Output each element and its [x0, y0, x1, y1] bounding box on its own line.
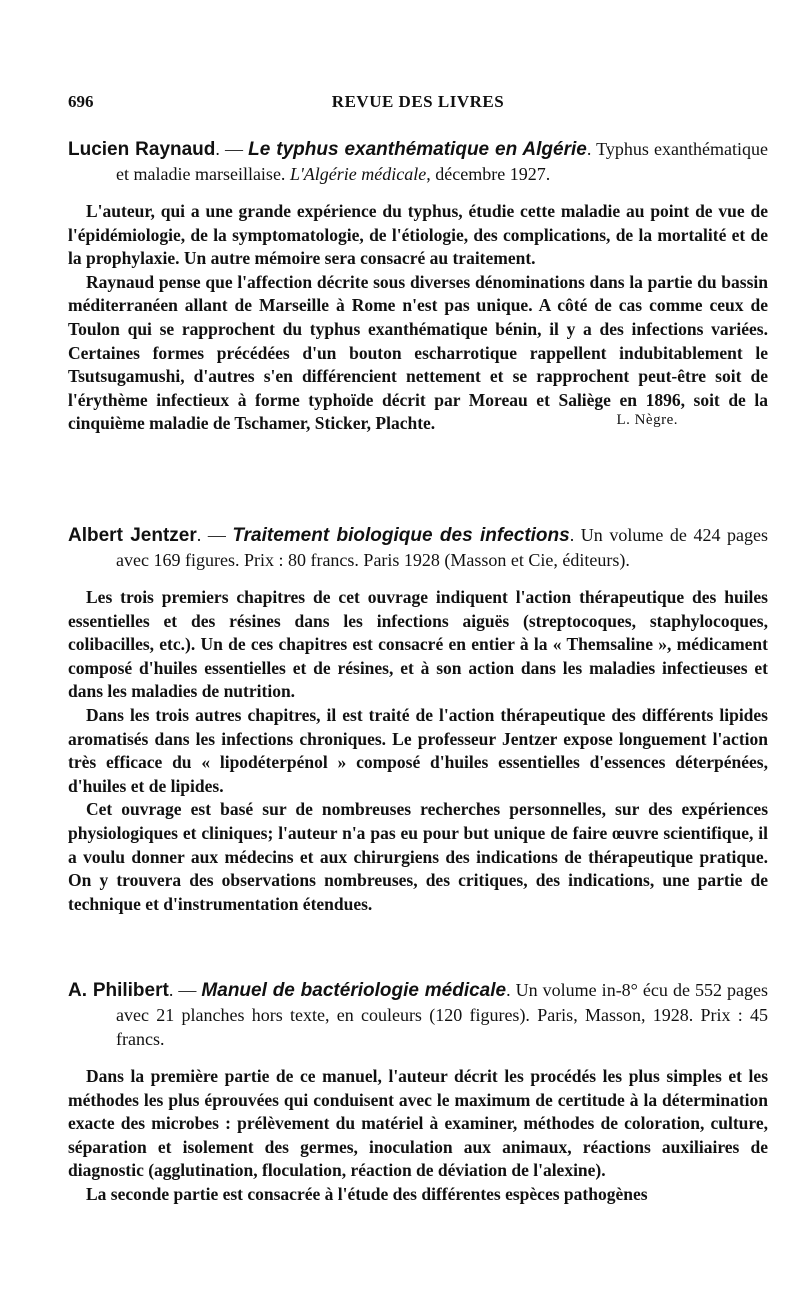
review-reference [68, 137, 768, 186]
review-paragraph: Cet ouvrage est basé sur de nombreuses recherches personnelles, sur des expériences physiologiques et cliniques; l'auteur n'a pas eu pour but unique de faire œuvre scientifique, il a voulu donner aux médecins et aux chirurgiens des indications de thérapeutique pratique. On y trouvera des observations nombreuses, des critiques, des indications, une partie de technique et d'instrumentation étendues. [68, 799, 768, 914]
title-separator: . — [215, 139, 249, 159]
review-title: Traitement biologique des infections [232, 525, 570, 546]
page-number: 696 [68, 92, 94, 111]
review-paragraph: Raynaud pense que l'affection décrite sous diverses dénominations dans la partie du bassin méditerranéen allant de Marseille à Rome n'est pas unique. A côté de cas comme ceux de Toulon qui se rapprochent du typhus exanthématique bénin, il y a des infections variées. Certaines formes précédées d'un bouton escharrotique rappellent indubitablement le Tsutsugamushi, d'autres s'en différencient nettement et se rapprochent peut-être soit de l'érythème infectieux à forme typhoïde décrit par Moreau et Saliège en 1896, soit de la cinquième maladie de Tschamer, Sticker, Plachte. [68, 271, 768, 434]
journal-name: L'Algérie médicale [289, 164, 427, 184]
review-author: Albert Jentzer [68, 525, 197, 546]
publication-details: . Un volume de 424 pages avec 169 figures. Prix : 80 francs. Paris 1928 (Masson et Cie, éditeurs). [116, 525, 768, 570]
review-paragraph: Les trois premiers chapitres de cet ouvrage indiquent l'action thérapeutique des huiles essentielles et des résines dans les infections aiguës (streptocoques, staphylocoques, colibacilles, etc.). Un de ces chapitres est consacré en entier à la « Themsaline », médicament composé d'huiles essentielles et de résines, et à son action dans les maladies infectieuses et dans les maladies de nutrition. [68, 587, 768, 702]
review-raynaud [68, 137, 768, 434]
review-paragraph: L'auteur, qui a une grande expérience du typhus, étudie cette maladie au point de vue de l'épidémiologie, de la symptomatologie, de l'étiologie, des complications, de la mortalité et de la prophylaxie. Un autre mémoire sera consacré au traitement. [68, 201, 768, 269]
review-philibert [68, 978, 768, 1207]
review-body [68, 1065, 768, 1207]
publication-date: , décembre 1927. [426, 164, 551, 184]
review-paragraph: Dans la première partie de ce manuel, l'auteur décrit les procédés les plus simples et les méthodes les plus éprouvées qui conduisent avec le maximum de certitude à la détermination exacte des microbes : prélèvement du matériel à examiner, méthodes de coloration, culture, séparation et isolement des germes, inoculation aux animaux, réactions auxiliaires de diagnostic (agglutination, floculation, réaction de déviation de l'alexine). [68, 1066, 768, 1181]
review-paragraph: Dans les trois autres chapitres, il est traité de l'action thérapeutique des différents lipides aromatisés dans les infections chroniques. Le professeur Jentzer expose longuement l'action très efficace du « lipodéterpénol » composé d'huiles essentielles d'essences déterpénées, d'huiles et de lipides. [68, 704, 768, 796]
review-title: Manuel de bactériologie médicale [201, 980, 507, 1001]
review-paragraph: La seconde partie est consacrée à l'étude des différentes espèces pathogènes [86, 1183, 648, 1204]
journal-title: REVUE DES LIVRES [331, 92, 505, 111]
reviewer-signature: L. Nègre. [616, 412, 678, 429]
title-separator: . — [168, 980, 202, 1000]
title-separator: . — [196, 525, 233, 545]
review-body [68, 586, 768, 916]
publication-details: . Un volume in-8° écu de 552 pages avec 21 planches hors texte, en couleurs (120 figures). Paris, Masson, 1928. Prix : 45 francs. [116, 980, 768, 1049]
publication-details: . Typhus exanthématique et maladie marseillaise. [116, 139, 768, 184]
review-author: A. Philibert [68, 980, 169, 1001]
running-head [68, 92, 768, 116]
review-author: Lucien Raynaud [68, 139, 216, 160]
review-body [68, 200, 768, 434]
review-reference [68, 978, 768, 1051]
review-jentzer [68, 523, 768, 916]
review-reference [68, 523, 768, 572]
review-title: Le typhus exanthématique en Algérie [248, 139, 587, 160]
